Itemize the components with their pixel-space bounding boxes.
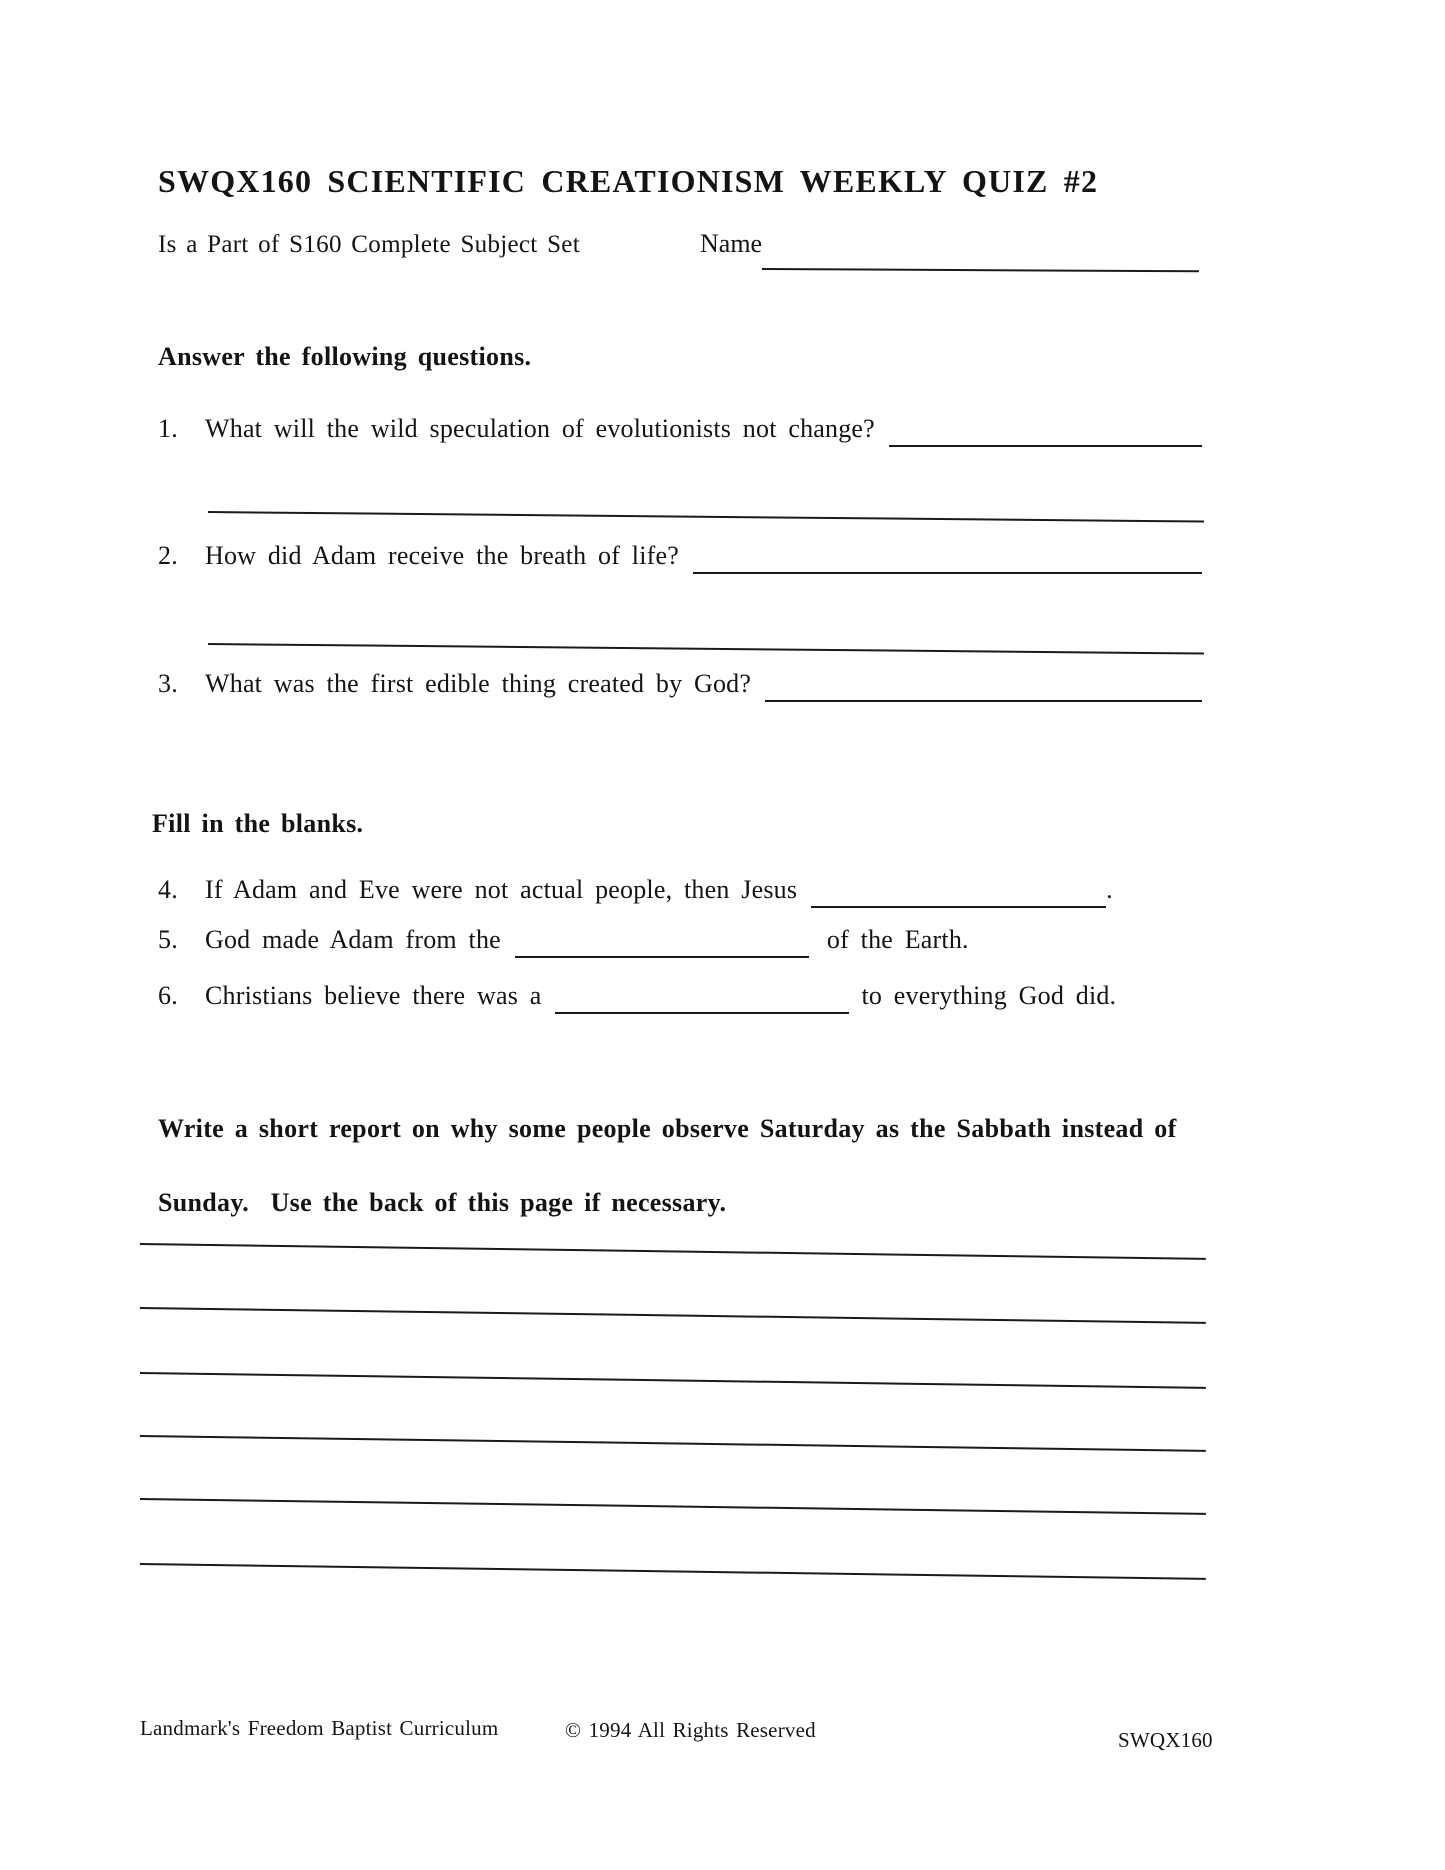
question-row-4: [158, 872, 1202, 908]
question-row-5: [158, 922, 1202, 958]
question-text-post: to everything God did.: [861, 981, 1117, 1010]
report-instruction-line1: Write a short report on why some people observe Saturday as the Sabbath instead of: [158, 1114, 1177, 1143]
answer-blank-q1[interactable]: [889, 415, 1202, 447]
question-number: 2.: [158, 541, 178, 570]
question-number: 4.: [158, 875, 178, 904]
question-row-1: [158, 411, 1202, 447]
footer-publisher: Landmark's Freedom Baptist Curriculum: [140, 1716, 499, 1740]
question-number: 6.: [158, 981, 178, 1010]
subtitle: Is a Part of S160 Complete Subject Set: [158, 231, 580, 258]
report-writing-line-1[interactable]: [140, 1241, 1206, 1260]
report-writing-line-6[interactable]: [140, 1561, 1206, 1580]
page-title: SWQX160 SCIENTIFIC CREATIONISM WEEKLY QUIZ #2: [158, 163, 1099, 199]
report-instruction-line2: Sunday. Use the back of this page if necessary.: [158, 1188, 727, 1217]
question-text-pre: God made Adam from the: [205, 925, 501, 954]
report-writing-line-3[interactable]: [140, 1370, 1206, 1389]
section-heading-fill: Fill in the blanks.: [152, 809, 364, 838]
name-label: Name: [700, 229, 763, 258]
report-writing-line-5[interactable]: [140, 1496, 1206, 1515]
question-text: What will the wild speculation of evolutionists not change?: [205, 414, 875, 443]
footer-code: SWQX160: [1118, 1728, 1213, 1752]
question-text-pre: Christians believe there was a: [205, 981, 542, 1010]
report-instruction: [158, 1110, 1228, 1221]
report-writing-line-4[interactable]: [140, 1433, 1206, 1452]
footer-copyright: © 1994 All Rights Reserved: [565, 1718, 816, 1742]
fill-blank-q5[interactable]: [515, 926, 809, 958]
fill-blank-q4[interactable]: [811, 876, 1106, 908]
question-text: How did Adam receive the breath of life?: [205, 541, 679, 570]
question-number: 5.: [158, 925, 178, 954]
question-number: 3.: [158, 669, 178, 698]
question-row-6: [158, 978, 1202, 1014]
report-writing-line-2[interactable]: [140, 1305, 1206, 1324]
question-row-3: [158, 666, 1202, 702]
answer-line-q2-continued[interactable]: [208, 641, 1204, 655]
question-text-pre: If Adam and Eve were not actual people, then Jesus: [205, 875, 798, 904]
section-heading-answer: Answer the following questions.: [158, 342, 532, 371]
question-text-post: of the Earth.: [826, 925, 969, 954]
question-row-2: [158, 538, 1202, 574]
fill-blank-q6[interactable]: [555, 982, 849, 1014]
name-blank-line[interactable]: [762, 252, 1199, 272]
answer-line-q1-continued[interactable]: [208, 509, 1204, 523]
question-text-post: .: [1106, 875, 1113, 904]
question-text: What was the first edible thing created by God?: [205, 669, 752, 698]
answer-blank-q3[interactable]: [765, 670, 1202, 702]
question-number: 1.: [158, 414, 178, 443]
answer-blank-q2[interactable]: [693, 542, 1202, 574]
